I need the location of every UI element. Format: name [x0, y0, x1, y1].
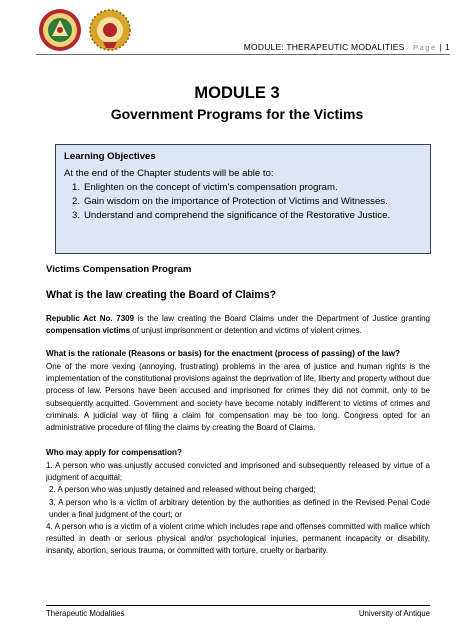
objective-item	[64, 195, 422, 209]
objective-item	[64, 209, 422, 223]
list-item: 2. A person who was unjustly detained and released without being charged;	[49, 485, 316, 495]
list-item: 4. A person who is a victim of a violent crime which includes rape and offenses committed with malice which resulted in death or serious physical and/or psychological injuries, permanent incapacity or disability, insanity, abortion, serious trauma, or committed with torture, cruelty or barbarity.	[46, 522, 430, 556]
ra-bold-mid: compensation victims	[46, 326, 131, 336]
rationale-paragraph: One of the more vexing (annoying, frustrating) problems in the area of justice and human rights is the implementation of the constitutional provisions against the deprivation of life, liberty and property without due process of law. Persons have been accused and imprisoned for crimes they did not commit, only to be subsequently acquitted. Government and society have become notably indifferent to victims of crimes and criminals. A judicial way of filing a claim for compensation may be too long. Congress opted for an administrative procedure of filing the claims by creating the Board of Claims.	[46, 362, 430, 433]
learning-objectives-box	[55, 144, 431, 254]
objective-text: Gain wisdom on the importance of Protection of Victims and Witnesses.	[84, 196, 388, 207]
objective-item	[64, 181, 422, 195]
who-may-apply-heading: Who may apply for compensation?	[46, 448, 183, 457]
footer-right: University of Antique	[358, 609, 430, 618]
objective-number: 2.	[72, 196, 81, 207]
objective-text: Enlighten on the concept of victim’s compensation program.	[84, 182, 338, 193]
header-page-word: Page	[413, 43, 437, 52]
ra-text-2: of unjust imprisonment or detention and victims of violent crimes.	[130, 326, 362, 336]
list-item: 3. A person who is a victim of arbitrary detention by the authorities as defined in the Revised Penal Code under a final judgment of the court; or	[49, 497, 430, 519]
header-divider	[36, 54, 450, 55]
module-title: MODULE 3	[194, 84, 280, 102]
module-subtitle: Government Programs for the Victims	[110, 106, 364, 122]
rationale-heading: What is the rationale (Reasons or basis) for the enactment (process of passing) of the law?	[46, 349, 400, 358]
header-page-number: 1	[445, 42, 450, 52]
objective-number: 3.	[72, 210, 81, 221]
header-separator: |	[439, 42, 443, 52]
header-module-text: MODULE: THERAPEUTIC MODALITIES	[243, 42, 405, 52]
seal-logo-2	[82, 8, 138, 53]
objectives-intro: At the end of the Chapter students will be able to:	[64, 168, 274, 179]
who-may-apply-list	[46, 460, 430, 558]
list-item: 1. A person who was unjustly accused convicted and imprisoned and subsequently released by virtue of a judgment of acquittal;	[46, 461, 430, 483]
objective-number: 1.	[72, 182, 81, 193]
section-heading-law: What is the law creating the Board of Claims?	[46, 289, 277, 301]
objectives-heading: Learning Objectives	[64, 151, 156, 162]
republic-act-paragraph	[46, 313, 430, 337]
objectives-list	[64, 181, 422, 223]
footer-left: Therapeutic Modalities	[46, 609, 125, 618]
footer-divider	[46, 605, 430, 606]
university-logos	[38, 8, 138, 53]
objective-text: Understand and comprehend the significance of the Restorative Justice.	[84, 210, 391, 221]
page-header	[244, 42, 450, 52]
section-heading-vcp: Victims Compensation Program	[46, 264, 192, 275]
ra-text-1: is the law creating the Board Claims under the Department of Justice granting	[134, 314, 431, 323]
ra-bold-lead: Republic Act No. 7309	[46, 314, 135, 323]
